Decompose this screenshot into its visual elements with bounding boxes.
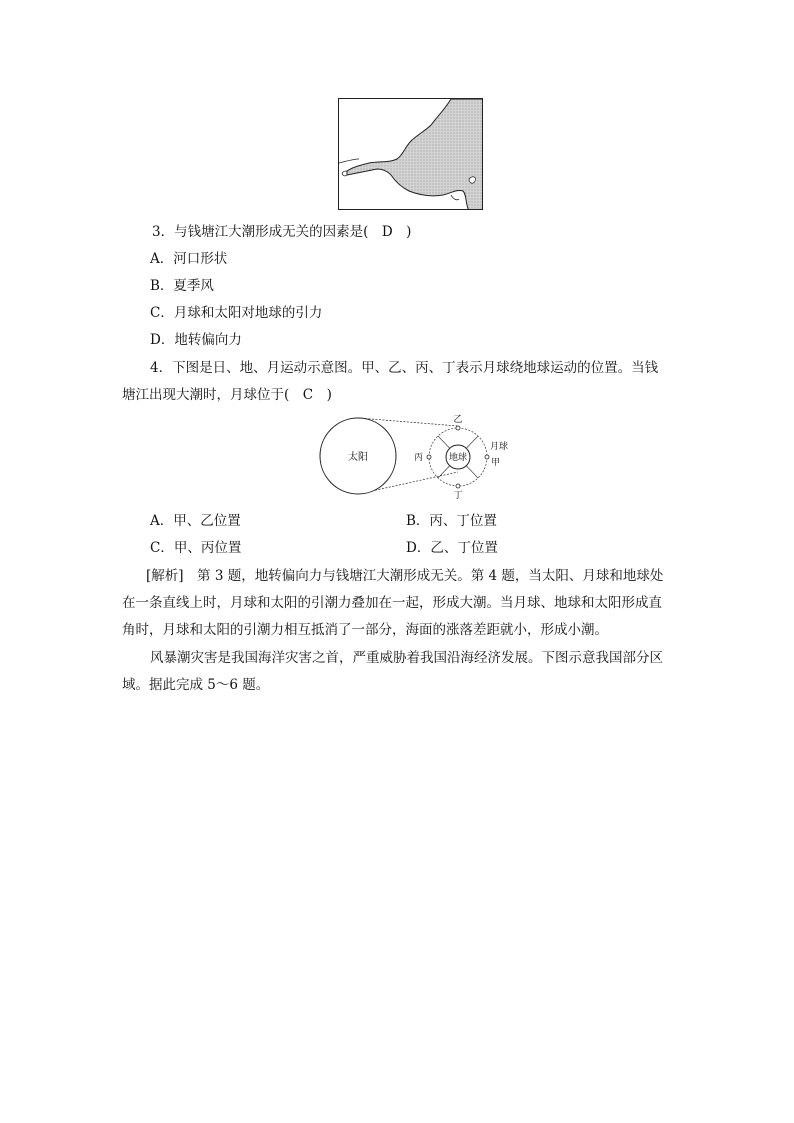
q4-option-d: D．乙、丁位置 [406,540,498,556]
q3-stem: 3．与钱塘江大潮形成无关的因素是( D ) [152,224,412,240]
sun-label: 太阳 [348,452,368,463]
label-moon: 月球 [490,442,509,452]
moon-pos-ding [456,484,460,488]
q3-option-c: C．月球和太阳对地球的引力 [150,305,323,321]
q4-stem-line2: 塘江出现大潮时，月球位于( C ) [122,387,332,403]
intro-line2: 域。据此完成 5～6 题。 [122,677,270,693]
intro-line1: 风暴潮灾害是我国海洋灾害之首，严重威胁着我国沿海经济发展。下图示意我国部分区 [150,650,663,666]
analysis-line1: [解析] 第 3 题，地转偏向力与钱塘江大潮形成无关。第 4 题，当太阳、月球和地球处 [146,568,664,584]
q4-option-b: B．丙、丁位置 [406,513,497,529]
analysis-line2: 在一条直线上时，月球和太阳的引潮力叠加在一起，形成大潮。当月球、地球和太阳形成直 [122,595,662,611]
q3-option-a: A．河口形状 [150,251,228,267]
q4-option-a: A．甲、乙位置 [150,513,241,529]
label-bing: 丙 [413,453,423,463]
q3-option-b: B．夏季风 [150,278,214,294]
q4-option-c: C．甲、丙位置 [150,540,242,556]
q3-option-d: D．地转偏向力 [150,332,242,348]
label-yi: 乙 [453,415,463,425]
moon-pos-bing [427,455,431,459]
analysis-line3: 角时，月球和太阳的引潮力相互抵消了一部分，海面的涨落差距就小，形成小潮。 [122,622,608,638]
q4-stem-line1: 4．下图是日、地、月运动示意图。甲、乙、丙、丁表示月球绕地球运动的位置。当钱 [150,360,659,376]
label-ding: 丁 [453,491,463,501]
earth-label: 地球 [448,453,468,463]
moon-pos-jia [485,455,489,459]
label-jia: 甲 [491,458,501,468]
moon-pos-yi [456,426,460,430]
estuary-map [338,98,483,210]
sun-earth-moon-diagram [310,410,510,500]
